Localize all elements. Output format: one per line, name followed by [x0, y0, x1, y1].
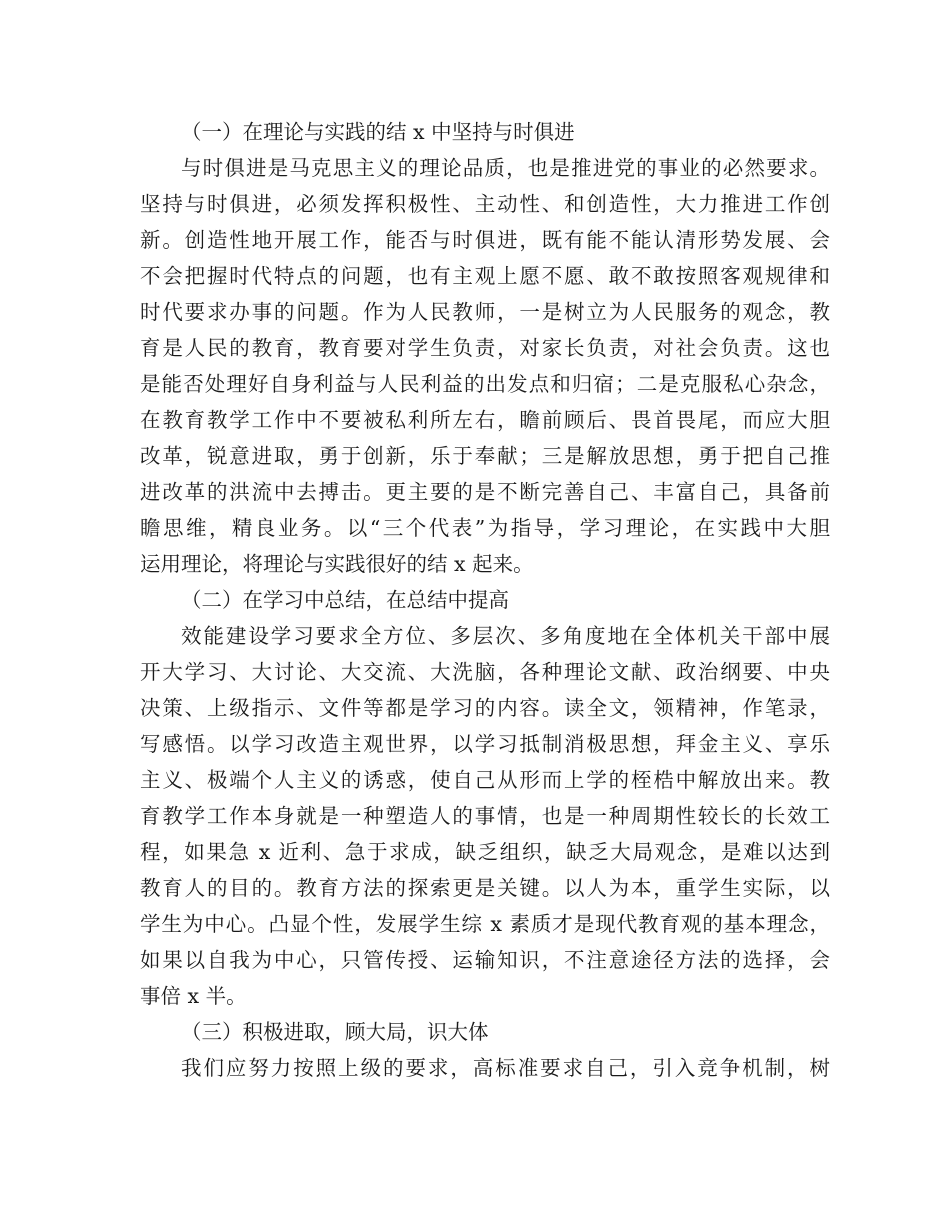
paragraph-line: 瞻思维，精良业务。以“三个代表”为指导，学习理论，在实践中大胆	[140, 516, 830, 540]
section-heading-3: （三）积极进取，顾大局，识大体	[181, 1020, 489, 1044]
section-heading-2: （二）在学习中总结，在总结中提高	[181, 588, 509, 612]
paragraph-line: 坚持与时俱进，必须发挥积极性、主动性、和创造性，大力推进工作创	[140, 192, 830, 216]
paragraph-line: 主义、极端个人主义的诱惑，使自己从形而上学的桎梏中解放出来。教	[140, 768, 830, 792]
paragraph-line: 决策、上级指示、文件等都是学习的内容。读全文，领精神，作笔录，	[140, 696, 830, 720]
paragraph-line: 如果以自我为中心，只管传授、运输知识，不注意途径方法的选择，会	[140, 948, 830, 972]
section-heading-1: （一）在理论与实践的结 x 中坚持与时俱进	[181, 120, 575, 144]
paragraph-line: 效能建设学习要求全方位、多层次、多角度地在全体机关干部中展	[181, 624, 830, 648]
paragraph-line: 是能否处理好自身利益与人民利益的出发点和归宿；二是克服私心杂念，	[140, 372, 830, 396]
paragraph-line: 育是人民的教育，教育要对学生负责，对家长负责，对社会负责。这也	[140, 336, 830, 360]
paragraph-line: 在教育教学工作中不要被私利所左右，瞻前顾后、畏首畏尾，而应大胆	[140, 408, 830, 432]
paragraph-line: 开大学习、大讨论、大交流、大洗脑，各种理论文献、政治纲要、中央	[140, 660, 830, 684]
paragraph-line: 改革，锐意进取，勇于创新，乐于奉献；三是解放思想，勇于把自己推	[140, 444, 830, 468]
paragraph-line: 育教学工作本身就是一种塑造人的事情，也是一种周期性较长的长效工	[140, 804, 830, 828]
paragraph-line: 不会把握时代特点的问题，也有主观上愿不愿、敢不敢按照客观规律和	[140, 264, 830, 288]
paragraph-line: 我们应努力按照上级的要求，高标准要求自己，引入竞争机制，树	[181, 1056, 830, 1080]
paragraph-line: 写感悟。以学习改造主观世界，以学习抵制消极思想，拜金主义、享乐	[140, 732, 830, 756]
paragraph-line-last: 事倍 x 半。	[140, 984, 247, 1008]
paragraph-line: 教育人的目的。教育方法的探索更是关键。以人为本，重学生实际，以	[140, 876, 830, 900]
paragraph-line: 时代要求办事的问题。作为人民教师，一是树立为人民服务的观念，教	[140, 300, 830, 324]
paragraph-line-last: 运用理论，将理论与实践很好的结 x 起来。	[140, 552, 534, 576]
paragraph-line: 与时俱进是马克思主义的理论品质，也是推进党的事业的必然要求。	[181, 156, 830, 180]
paragraph-line: 新。创造性地开展工作，能否与时俱进，既有能不能认清形势发展、会	[140, 228, 830, 252]
paragraph-line: 程，如果急 x 近利、急于求成，缺乏组织，缺乏大局观念，是难以达到	[140, 840, 830, 864]
paragraph-line: 进改革的洪流中去搏击。更主要的是不断完善自己、丰富自己，具备前	[140, 480, 830, 504]
paragraph-line: 学生为中心。凸显个性，发展学生综 x 素质才是现代教育观的基本理念，	[140, 912, 830, 936]
